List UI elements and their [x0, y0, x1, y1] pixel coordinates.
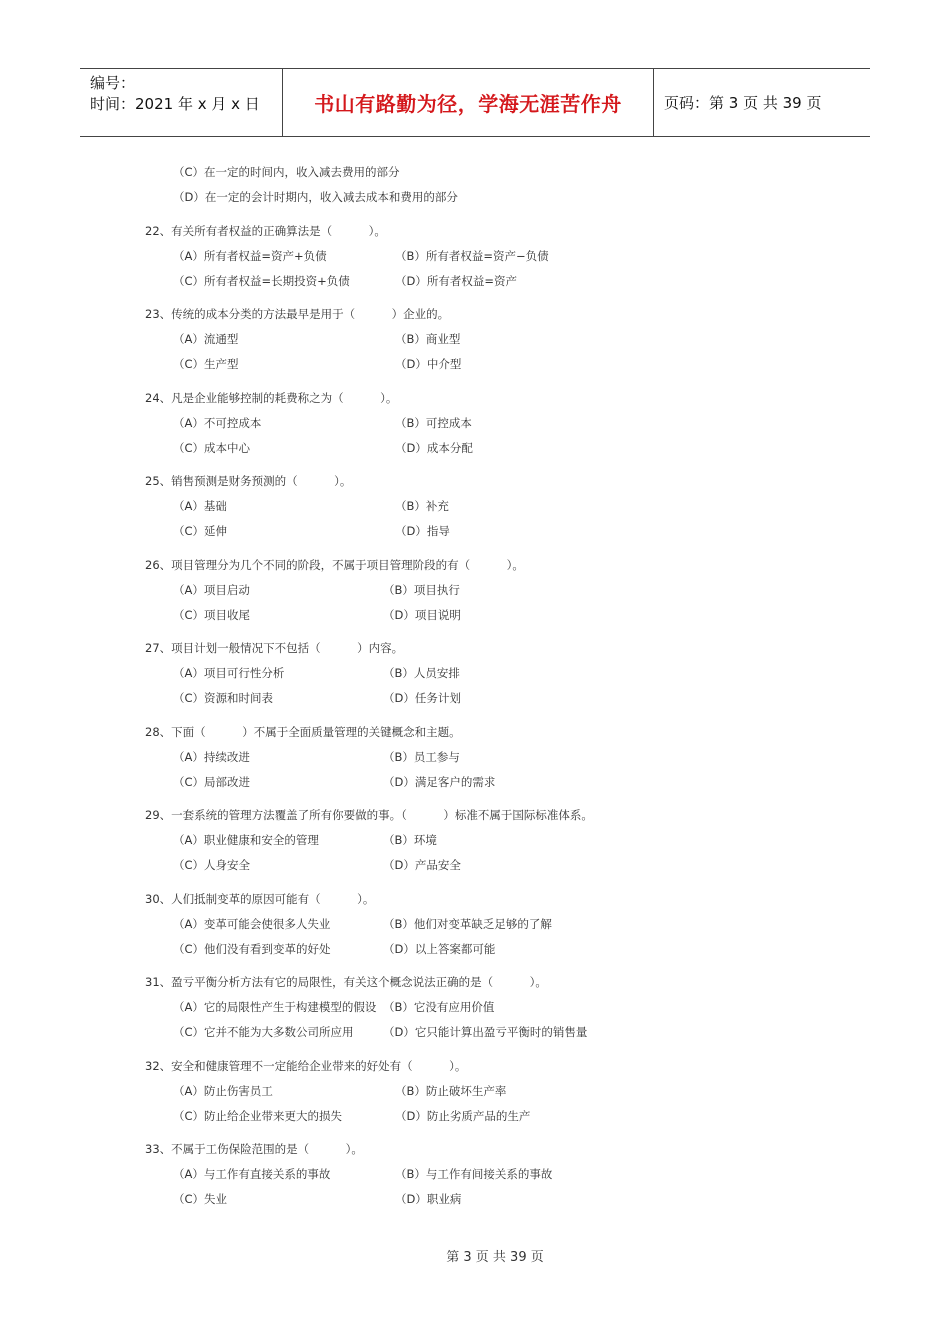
answer-option: （C）他们没有看到变革的好处	[173, 941, 331, 956]
answer-option: （D）防止劣质产品的生产	[395, 1108, 531, 1123]
option-row	[173, 603, 785, 628]
answer-option: （D）以上答案都可能	[383, 941, 496, 956]
header-info	[80, 69, 282, 136]
question-stem: 24、凡是企业能够控制的耗费称之为（ ）。	[145, 390, 398, 405]
answer-option: （B）与工作有间接关系的事故	[395, 1167, 553, 1181]
option-group	[145, 912, 785, 962]
answer-option: （C）局部改进	[173, 774, 251, 789]
option-row	[173, 912, 785, 937]
answer-option: （B）人员安排	[383, 666, 460, 680]
answer-option: （C）防止给企业带来更大的损失	[173, 1108, 343, 1123]
option-row	[173, 494, 785, 519]
option-group	[145, 244, 785, 294]
option-row	[173, 828, 785, 853]
answer-option: （A）不可控成本	[173, 415, 262, 430]
question-item	[145, 887, 785, 962]
question-item	[145, 219, 785, 294]
option-row	[173, 269, 785, 294]
motto-text: 书山有路勤为径，学海无涯苦作舟	[314, 92, 622, 116]
answer-option: （C）人身安全	[173, 858, 251, 872]
option-group	[145, 1079, 785, 1129]
option-group	[145, 1162, 785, 1212]
option-row	[173, 1079, 785, 1104]
option-row	[173, 853, 785, 878]
question-stem: 22、有关所有者权益的正确算法是（ ）。	[145, 223, 386, 238]
answer-option: （A）所有者权益=资产+负债	[173, 248, 327, 263]
option-row	[173, 1104, 785, 1129]
option-group	[145, 995, 785, 1045]
answer-option: （D）满足客户的需求	[383, 774, 496, 789]
answer-option: （A）流通型	[173, 332, 239, 346]
option-row	[173, 995, 785, 1020]
document-number-label: 编号：	[90, 74, 136, 92]
option-row	[173, 519, 785, 544]
question-stem: 29、一套系统的管理方法覆盖了所有你要做的事。（ ）标准不属于国际标准体系。	[145, 808, 593, 822]
question-item	[145, 553, 785, 628]
answer-option: （A）与工作有直接关系的事故	[173, 1167, 331, 1181]
answer-option: （A）变革可能会使很多人失业	[173, 916, 331, 931]
answer-option: （B）所有者权益=资产−负债	[395, 248, 549, 263]
question-stem: 23、传统的成本分类的方法最早是用于（ ）企业的。	[145, 307, 450, 321]
header-page-cell	[654, 69, 870, 136]
answer-option: （B）环境	[383, 833, 437, 847]
question-item	[145, 1054, 785, 1129]
continued-options	[145, 160, 785, 210]
option-row	[173, 686, 785, 711]
question-stem: 25、销售预测是财务预测的（ ）。	[145, 474, 352, 488]
answer-option: （B）商业型	[395, 332, 461, 346]
answer-option: （D）中介型	[395, 357, 462, 371]
question-item	[145, 1137, 785, 1212]
question-item	[145, 386, 785, 461]
answer-option: （A）项目启动	[173, 582, 250, 597]
answer-option: （D）指导	[395, 524, 450, 538]
question-stem: 26、项目管理分为几个不同的阶段，不属于项目管理阶段的有（ ）。	[145, 557, 524, 572]
page-header	[80, 68, 870, 137]
answer-option: （D）任务计划	[383, 691, 461, 705]
question-stem: 32、安全和健康管理不一定能给企业带来的好处有（ ）。	[145, 1058, 467, 1073]
option-row	[173, 411, 785, 436]
option-row	[173, 352, 785, 377]
answer-option: （B）他们对变革缺乏足够的了解	[383, 916, 552, 931]
option-line: （C）在一定的时间内，收入减去费用的部分	[173, 165, 400, 179]
answer-option: （C）成本中心	[173, 440, 251, 455]
answer-option: （D）产品安全	[383, 858, 461, 872]
answer-option: （C）所有者权益=长期投资+负债	[173, 273, 350, 288]
option-row	[173, 578, 785, 603]
option-line: （D）在一定的会计时期内，收入减去成本和费用的部分	[173, 190, 458, 204]
option-row	[173, 745, 785, 770]
option-row	[173, 1162, 785, 1187]
question-item	[145, 636, 785, 711]
option-row	[173, 661, 785, 686]
answer-option: （A）防止伤害员工	[173, 1083, 273, 1098]
answer-option: （C）生产型	[173, 357, 239, 371]
option-group	[145, 411, 785, 461]
answer-option: （D）成本分配	[395, 440, 473, 455]
answer-option: （C）它并不能为大多数公司所应用	[173, 1025, 354, 1039]
answer-option: （A）持续改进	[173, 749, 250, 764]
question-stem: 27、项目计划一般情况下不包括（ ）内容。	[145, 641, 404, 655]
answer-option: （C）资源和时间表	[173, 691, 274, 705]
answer-option: （A）基础	[173, 499, 227, 513]
answer-option: （C）延伸	[173, 524, 228, 538]
page-footer: 第 3 页 共 39 页	[446, 1250, 544, 1265]
answer-option: （B）防止破坏生产率	[395, 1083, 507, 1098]
question-item	[145, 720, 785, 795]
option-row	[173, 1020, 785, 1045]
option-row	[173, 1187, 785, 1212]
option-row	[173, 244, 785, 269]
answer-option: （C）失业	[173, 1192, 228, 1206]
answer-option: （A）项目可行性分析	[173, 666, 285, 680]
option-group	[145, 494, 785, 544]
answer-option: （B）它没有应用价值	[383, 1000, 495, 1014]
answer-option: （C）项目收尾	[173, 607, 251, 622]
option-group	[145, 578, 785, 628]
page-indicator: 页码：第 3 页 共 39 页	[664, 94, 822, 112]
question-item	[145, 970, 785, 1045]
question-item	[145, 469, 785, 544]
header-motto-cell	[282, 69, 654, 136]
option-group	[145, 661, 785, 711]
option-row	[173, 770, 785, 795]
answer-option: （D）职业病	[395, 1192, 462, 1206]
option-row	[173, 937, 785, 962]
question-stem: 33、不属于工伤保险范围的是（ ）。	[145, 1142, 363, 1156]
answer-option: （B）补充	[395, 499, 449, 513]
question-item	[145, 302, 785, 377]
answer-option: （D）项目说明	[383, 607, 461, 622]
question-stem: 28、下面（ ）不属于全面质量管理的关键概念和主题。	[145, 724, 461, 739]
answer-option: （B）可控成本	[395, 415, 472, 430]
question-stem: 31、盈亏平衡分析方法有它的局限性，有关这个概念说法正确的是（ ）。	[145, 975, 547, 989]
option-group	[145, 745, 785, 795]
answer-option: （D）它只能计算出盈亏平衡时的销售量	[383, 1025, 588, 1039]
answer-option: （A）职业健康和安全的管理	[173, 833, 319, 847]
answer-option: （A）它的局限性产生于构建模型的假设	[173, 1000, 377, 1014]
question-stem: 30、人们抵制变革的原因可能有（ ）。	[145, 891, 375, 906]
option-row	[173, 436, 785, 461]
answer-option: （B）员工参与	[383, 749, 460, 764]
answer-option: （B）项目执行	[383, 582, 460, 597]
question-item	[145, 803, 785, 878]
option-group	[145, 327, 785, 377]
question-list	[145, 160, 785, 1221]
option-row	[173, 327, 785, 352]
answer-option: （D）所有者权益=资产	[395, 273, 517, 288]
document-date-label: 时间：2021 年 x 月 x 日	[90, 95, 260, 113]
option-group	[145, 828, 785, 878]
